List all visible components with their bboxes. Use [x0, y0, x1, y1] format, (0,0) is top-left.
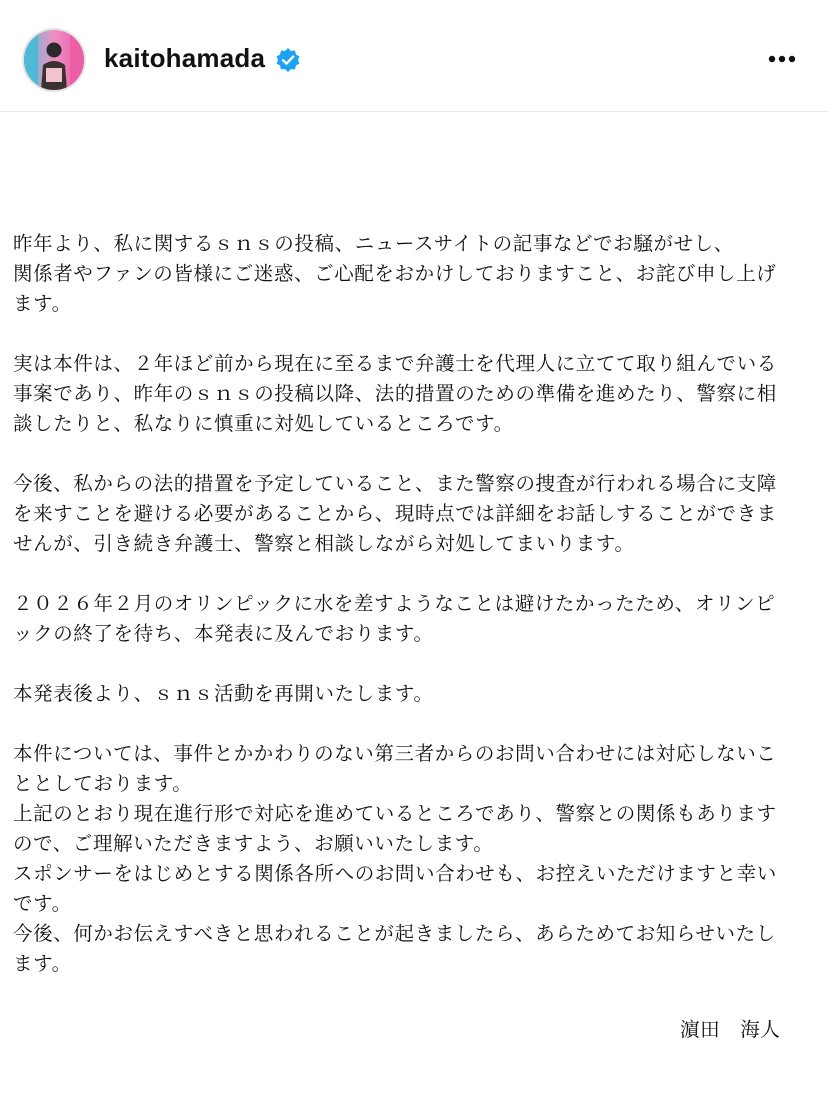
- text-line: 本件については、事件とかかわりのない第三者からのお問い合わせには対応しないこ: [13, 742, 777, 765]
- text-line: 昨年より、私に関するｓｎｓの投稿、ニュースサイトの記事などでお騒がせし、: [13, 232, 734, 255]
- text-line: 上記のとおり現在進行形で対応を進めているところであり、警察との関係もあります: [13, 802, 777, 825]
- text-line: ２０２６年２月のオリンピックに水を差すようなことは避けたかったため、オリンピ: [13, 592, 776, 615]
- text-line: 事案であり、昨年のｓｎｓの投稿以降、法的措置のための準備を進めたり、警察に相: [13, 382, 777, 405]
- text-line: 今後、何かお伝えすべきと思われることが起きましたら、あらためてお知らせいたし: [13, 922, 776, 945]
- text-line: ックの終了を待ち、本発表に及んでおります。: [13, 622, 434, 645]
- text-line: 関係者やファンの皆様にご迷惑、ご心配をおかけしておりますこと、お詫び申し上げ: [13, 262, 777, 285]
- text-line: 今後、私からの法的措置を予定していること、また警察の捜査が行われる場合に支障: [13, 472, 777, 495]
- text-line: 本発表後より、ｓｎｓ活動を再開いたします。: [13, 682, 434, 705]
- paragraph: [13, 739, 823, 979]
- text-line: 実は本件は、２年ほど前から現在に至るまで弁護士を代理人に立てて取り組んでいる: [13, 352, 777, 375]
- text-line: ととしております。: [13, 772, 193, 795]
- text-line: 談したりと、私なりに慎重に対処しているところです。: [13, 412, 514, 435]
- paragraph: [13, 589, 823, 649]
- text-line: ので、ご理解いただきますよう、お願いいたします。: [13, 832, 494, 855]
- avatar-image: [24, 30, 84, 90]
- text-line: せんが、引き続き弁護士、警察と相談しながら対処してまいります。: [13, 532, 635, 555]
- signature: 濵田 海人: [680, 1018, 781, 1041]
- more-options-icon[interactable]: [762, 44, 802, 74]
- paragraph: [13, 679, 823, 709]
- verified-badge-icon: [275, 47, 301, 73]
- paragraph: [13, 469, 823, 559]
- text-line: ます。: [13, 292, 72, 315]
- paragraph: [13, 229, 823, 319]
- post-header: [0, 0, 828, 112]
- text-line: です。: [13, 892, 72, 915]
- username[interactable]: kaitohamada: [104, 43, 266, 73]
- text-line: スポンサーをはじめとする関係各所へのお問い合わせも、お控えいただけますと幸い: [13, 862, 777, 885]
- text-line: ます。: [13, 952, 72, 975]
- profile-avatar[interactable]: [22, 28, 86, 92]
- paragraph: [13, 349, 823, 439]
- statement-text: [13, 229, 823, 1009]
- text-line: を来すことを避ける必要があることから、現時点では詳細をお話しすることができま: [13, 502, 777, 525]
